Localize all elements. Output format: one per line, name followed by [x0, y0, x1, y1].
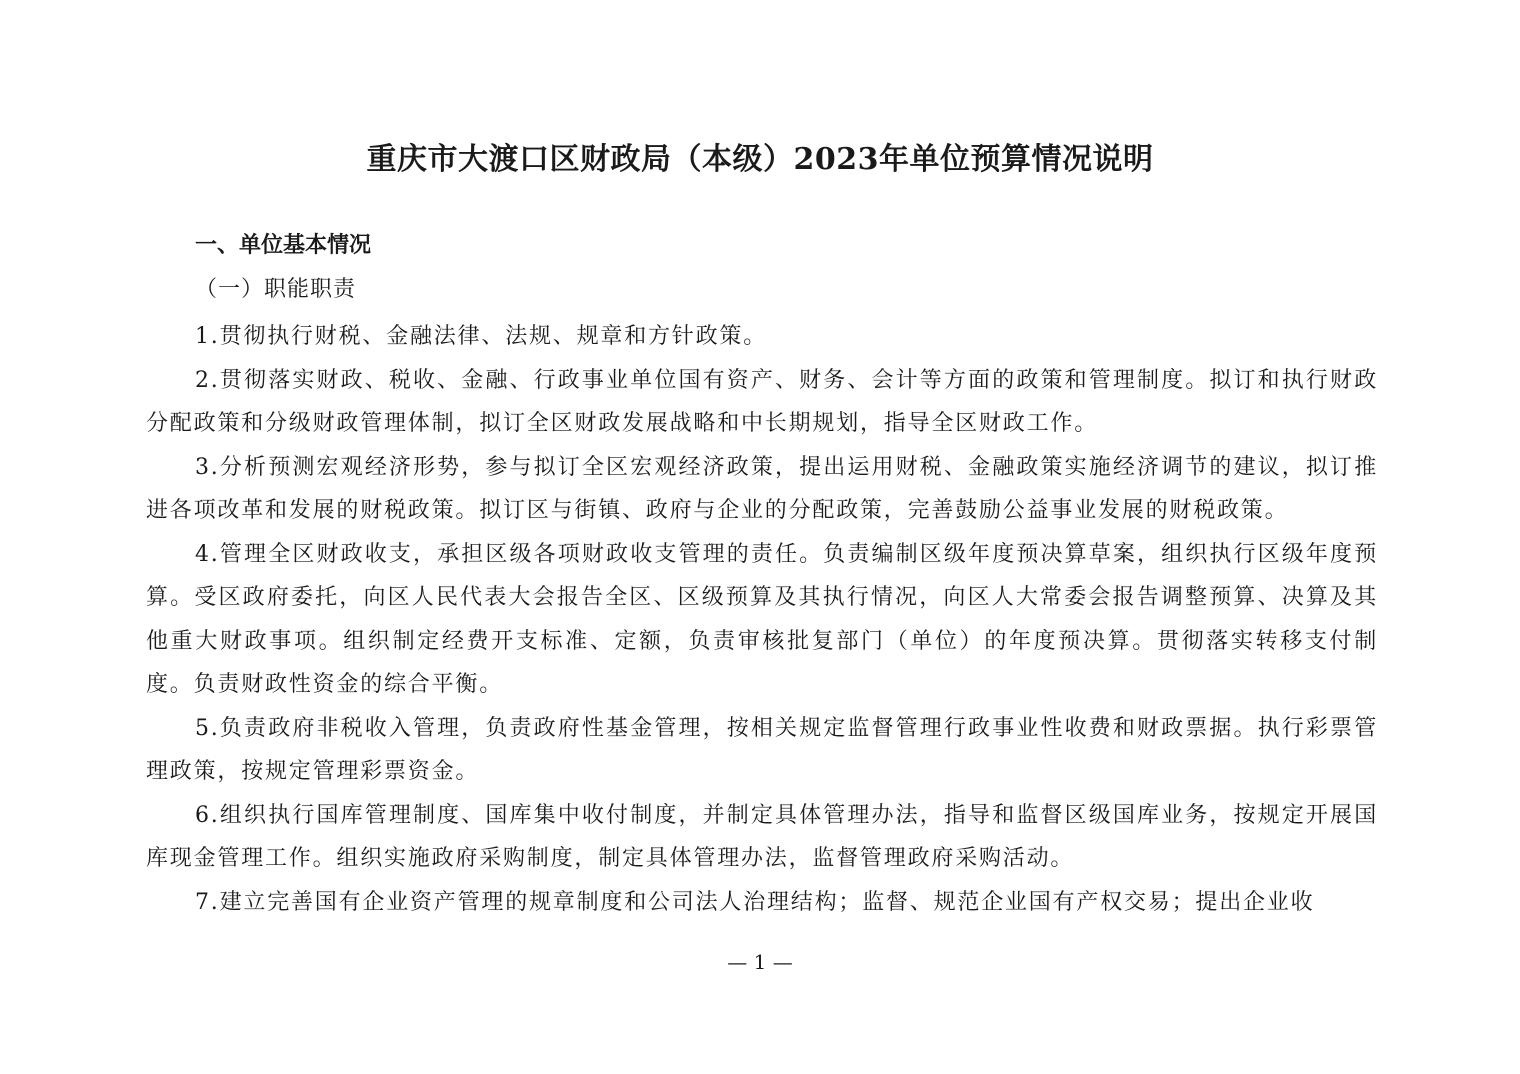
paragraph-4: 4.管理全区财政收支，承担区级各项财政收支管理的责任。负责编制区级年度预决算草案，组织执行区级年度预算。受区政府委托，向区人民代表大会报告全区、区级预算及其执行情况，向区人大常委会报告调整预算、决算及其他重大财政事项。组织制定经费开支标准、定额，负责审核批复部门（单位）的年度预决算。贯彻落实转移支付制度。负责财政性资金的综合平衡。 — [146, 541, 1378, 697]
body-text — [146, 315, 1378, 924]
paragraph-5: 5.负责政府非税收入管理，负责政府性基金管理，按相关规定监督管理行政事业性收费和财政票据。执行彩票管理政策，按规定管理彩票资金。 — [146, 715, 1378, 784]
document-title: 重庆市大渡口区财政局（本级）2023年单位预算情况说明 — [366, 142, 1154, 177]
paragraph-2: 2.贯彻落实财政、税收、金融、行政事业单位国有资产、财务、会计等方面的政策和管理制度。拟订和执行财政分配政策和分级财政管理体制，拟订全区财政发展战略和中长期规划，指导全区财政工作。 — [146, 367, 1378, 436]
section-heading: 一、单位基本情况 — [195, 233, 372, 258]
sub-heading: （一）职能职责 — [195, 277, 357, 302]
page-number: — 1 — — [727, 950, 793, 974]
paragraph-3: 3.分析预测宏观经济形势，参与拟订全区宏观经济政策，提出运用财税、金融政策实施经济调节的建议，拟订推进各项改革和发展的财税政策。拟订区与街镇、政府与企业的分配政策，完善鼓励公益事业发展的财税政策。 — [146, 454, 1378, 523]
paragraph-7: 7.建立完善国有企业资产管理的规章制度和公司法人治理结构；监督、规范企业国有产权交易；提出企业收 — [195, 889, 1315, 915]
paragraph-1: 1.贯彻执行财税、金融法律、法规、规章和方针政策。 — [195, 324, 767, 349]
paragraph-6: 6.组织执行国库管理制度、国库集中收付制度，并制定具体管理办法，指导和监督区级国库业务，按规定开展国库现金管理工作。组织实施政府采购制度，制定具体管理办法，监督管理政府采购活动。 — [146, 802, 1378, 871]
